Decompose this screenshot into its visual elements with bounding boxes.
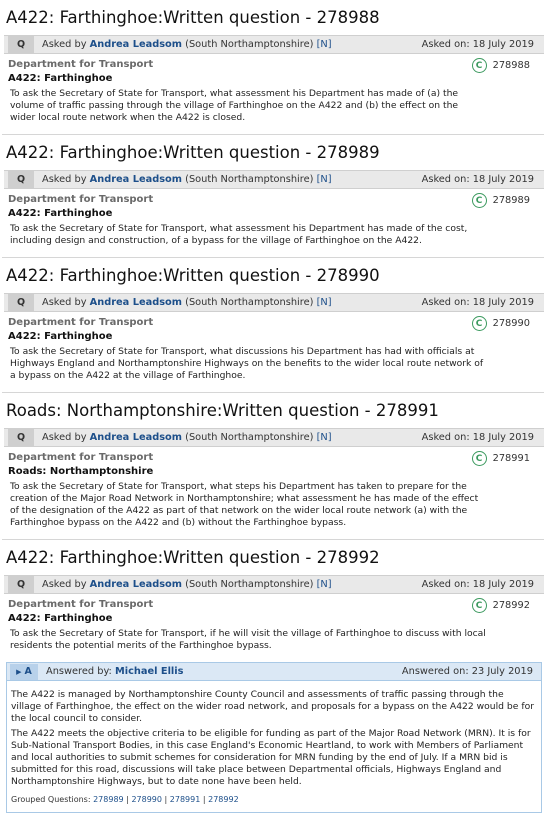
grouped-separator: | xyxy=(126,795,129,804)
answer-paragraph: The A422 is managed by Northamptonshire County Council and assessments of traffic passing through the village of Farthinghoe, the effect on the wider road network, and proposals for a bypass on the A422 would be for the local council to consider. xyxy=(11,689,534,724)
question-badge: Q xyxy=(8,576,34,593)
question-278991 xyxy=(2,393,544,540)
asked-on-date: Asked on: 18 July 2019 xyxy=(421,297,534,308)
uin-block xyxy=(472,316,530,331)
asked-by xyxy=(42,174,422,185)
constituency: (South Northamptonshire) xyxy=(185,174,314,185)
question-title: A422: Farthinghoe:Written question - 278988 xyxy=(6,8,380,27)
question-title: A422: Farthinghoe:Written question - 278992 xyxy=(6,548,380,567)
grouped-link-278990[interactable]: 278990 xyxy=(131,795,162,804)
question-meta-bar xyxy=(4,170,544,189)
question-body xyxy=(2,447,544,535)
question-badge: Q xyxy=(8,171,34,188)
question-heading: A422: Farthinghoe xyxy=(8,208,113,219)
uin-number: 278990 xyxy=(492,317,530,329)
minister-link[interactable]: Michael Ellis xyxy=(114,666,184,677)
member-link[interactable]: Andrea Leadsom xyxy=(89,39,182,50)
constituency: (South Northamptonshire) xyxy=(185,39,314,50)
party-link[interactable]: [N] xyxy=(316,174,332,185)
asked-by-prefix: Asked by xyxy=(42,174,87,185)
department: Department for Transport xyxy=(8,452,154,463)
constituency: (South Northamptonshire) xyxy=(185,432,314,443)
answer-body xyxy=(7,681,541,812)
question-heading: A422: Farthinghoe xyxy=(8,613,113,624)
answer-badge-label: A xyxy=(24,666,32,677)
uin-block xyxy=(472,193,530,208)
answer-toggle[interactable] xyxy=(10,664,38,680)
question-text: To ask the Secretary of State for Transport, what assessment his Department has made of (a) the volume of traffic passing through the village of Farthinghoe on the A422 and (b) the effect on the wider local route network when the A422 is closed. xyxy=(10,88,459,123)
question-meta-bar xyxy=(4,293,544,312)
answer-meta-bar xyxy=(7,663,541,681)
question-text: To ask the Secretary of State for Transport, what assessment his Department has made of the cost, including design and construction, of a bypass for the village of Farthinghoe on the A422. xyxy=(10,223,468,246)
question-body xyxy=(2,312,544,388)
uin-block xyxy=(472,451,530,466)
asked-on-date: Asked on: 18 July 2019 xyxy=(421,174,534,185)
uin-block xyxy=(472,58,530,73)
question-278990 xyxy=(2,258,544,393)
member-link[interactable]: Andrea Leadsom xyxy=(89,297,182,308)
asked-by xyxy=(42,432,422,443)
grouped-link-278992[interactable]: 278992 xyxy=(208,795,239,804)
constituency: (South Northamptonshire) xyxy=(185,579,314,590)
answered-by xyxy=(46,666,402,677)
question-278989 xyxy=(2,135,544,258)
question-title: A422: Farthinghoe:Written question - 278989 xyxy=(6,143,380,162)
uin-number: 278992 xyxy=(492,599,530,611)
asked-by xyxy=(42,39,422,50)
question-body xyxy=(2,594,544,658)
question-278988 xyxy=(2,0,544,135)
question-meta-bar xyxy=(4,428,544,447)
question-text: To ask the Secretary of State for Transport, what discussions his Department has had with officials at Highways England and Northamptonshire Highways on the benefits to the wider local route network of a bypass on the A422 at the village of Farthinghoe. xyxy=(10,346,484,381)
answer-panel xyxy=(6,662,542,813)
question-badge: Q xyxy=(8,429,34,446)
party-link[interactable]: [N] xyxy=(316,39,332,50)
question-meta-bar xyxy=(4,575,544,594)
party-link[interactable]: [N] xyxy=(316,297,332,308)
answer-paragraph: The A422 meets the objective criteria to be eligible for funding as part of the Major Road Network (MRN). It is for Sub-National Transport Bodies, in this case England's Economic Heartland, to work with Members of Parliament and local authorities to submit schemes for consideration for MRN funding by the end of July. If a MRN bid is submitted for this road, discussions will take place between Departmental officials, Highways England and Northamptonshire Highways, but to date none have been held. xyxy=(11,728,531,787)
question-text: To ask the Secretary of State for Transport, if he will visit the village of Farthinghoe to discuss with local residents the potential merits of the Farthinghoe bypass. xyxy=(10,628,486,651)
member-link[interactable]: Andrea Leadsom xyxy=(89,174,182,185)
uin-number: 278991 xyxy=(492,452,530,464)
question-meta-bar xyxy=(4,35,544,54)
asked-on-date: Asked on: 18 July 2019 xyxy=(421,579,534,590)
copyright-icon: C xyxy=(472,451,487,466)
question-heading: A422: Farthinghoe xyxy=(8,73,113,84)
question-heading: A422: Farthinghoe xyxy=(8,331,113,342)
constituency: (South Northamptonshire) xyxy=(185,297,314,308)
uin-number: 278989 xyxy=(492,194,530,206)
asked-by xyxy=(42,579,422,590)
member-link[interactable]: Andrea Leadsom xyxy=(89,432,182,443)
department: Department for Transport xyxy=(8,317,154,328)
question-heading: Roads: Northamptonshire xyxy=(8,466,154,477)
uin-block xyxy=(472,598,530,613)
department: Department for Transport xyxy=(8,194,154,205)
grouped-separator: | xyxy=(202,795,206,804)
asked-by-prefix: Asked by xyxy=(42,432,87,443)
party-link[interactable]: [N] xyxy=(316,432,332,443)
question-title: Roads: Northamptonshire:Written question - 278991 xyxy=(6,401,439,420)
uin-number: 278988 xyxy=(492,59,530,71)
grouped-questions xyxy=(11,794,535,806)
copyright-icon: C xyxy=(472,193,487,208)
answered-on-date: Answered on: 23 July 2019 xyxy=(401,666,533,677)
asked-by xyxy=(42,297,422,308)
grouped-link-278989[interactable]: 278989 xyxy=(93,795,124,804)
answered-by-prefix: Answered by: xyxy=(46,666,112,677)
copyright-icon: C xyxy=(472,58,487,73)
party-link[interactable]: [N] xyxy=(316,579,332,590)
question-badge: Q xyxy=(8,294,34,311)
question-body xyxy=(2,54,544,130)
question-body xyxy=(2,189,544,253)
copyright-icon: C xyxy=(472,598,487,613)
asked-on-date: Asked on: 18 July 2019 xyxy=(421,432,534,443)
grouped-link-278991[interactable]: 278991 xyxy=(169,795,201,804)
department: Department for Transport xyxy=(8,59,154,70)
asked-on-date: Asked on: 18 July 2019 xyxy=(421,39,534,50)
question-278992 xyxy=(2,540,544,813)
question-text: To ask the Secretary of State for Transport, what steps his Department has taken to prepare for the creation of the Major Road Network in Northamptonshire; what assessment he has made of the effect of the designation of the A422 as part of that network on the wider local route network (a) with the Farthinghoe bypass on the A422 and (b) without the Farthinghoe bypass. xyxy=(10,481,479,528)
member-link[interactable]: Andrea Leadsom xyxy=(89,579,182,590)
asked-by-prefix: Asked by xyxy=(42,579,87,590)
grouped-separator: | xyxy=(164,795,168,804)
asked-by-prefix: Asked by xyxy=(42,297,87,308)
question-title: A422: Farthinghoe:Written question - 278990 xyxy=(6,266,380,285)
grouped-label: Grouped Questions: xyxy=(11,795,91,804)
question-badge: Q xyxy=(8,36,34,53)
copyright-icon: C xyxy=(472,316,487,331)
triangle-right-icon: ▶ xyxy=(16,667,22,676)
department: Department for Transport xyxy=(8,599,154,610)
asked-by-prefix: Asked by xyxy=(42,39,87,50)
